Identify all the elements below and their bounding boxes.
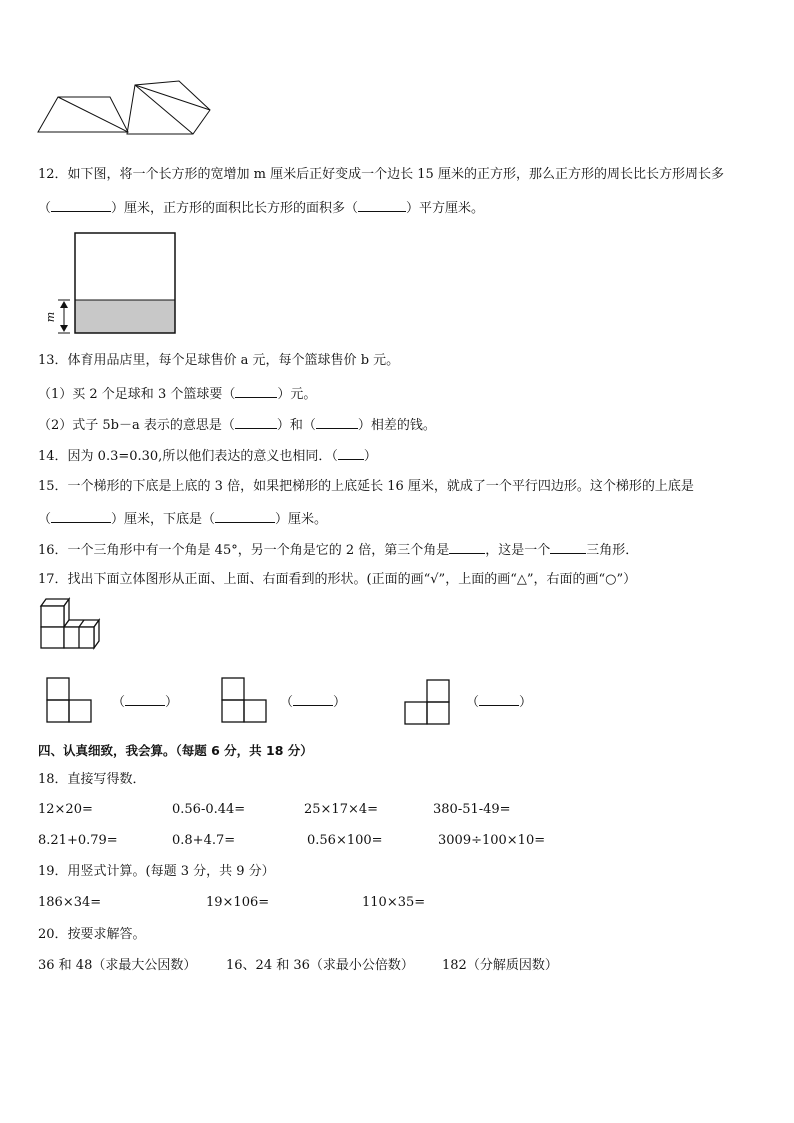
q14-text-b: ） (363, 449, 377, 464)
q13-p1-text-b: ）元。 (277, 387, 317, 402)
q14-blank[interactable] (338, 446, 364, 460)
q20-item-3: 182（分解质因数） (442, 958, 558, 973)
q12-square-figure (42, 230, 182, 340)
q13-part2 (38, 415, 436, 435)
q14-line (38, 446, 377, 466)
q12-text-b: ）厘米，正方形的面积比长方形的面积多（ (111, 201, 359, 216)
q17-view-1 (45, 676, 93, 724)
q13-p2-text-a: （2）式子 5b－a 表示的意思是（ (38, 418, 235, 433)
q18-r2-c4: 3009÷100×10= (438, 833, 546, 848)
q17-view-2 (220, 676, 268, 724)
q19-item-1: 186×34= (38, 895, 102, 910)
q17-a3-open: （ (466, 695, 480, 710)
q17-a1-open: （ (112, 695, 126, 710)
q19-item-3: 110×35= (362, 895, 426, 910)
q17-blank-1[interactable] (125, 692, 165, 706)
q13-stem: 13．体育用品店里，每个足球售价 a 元，每个篮球售价 b 元。 (38, 353, 400, 368)
q17-a2-open: （ (280, 695, 294, 710)
q13-p1-text-a: （1）买 2 个足球和 3 个篮球要（ (38, 387, 236, 402)
q19-item-2: 19×106= (206, 895, 270, 910)
q18-r2-c1: 8.21+0.79= (38, 833, 118, 848)
q15-line1: 15．一个梯形的下底是上底的 3 倍，如果把梯形的上底延长 16 厘米，就成了一个平行四边形。这个梯形的上底是 (38, 479, 694, 494)
q18-stem: 18．直接写得数． (38, 772, 146, 787)
q18-r1-c1: 12×20= (38, 802, 93, 817)
q15-text-a: （ (38, 512, 52, 527)
q12-line1: 12．如下图，将一个长方形的宽增加 m 厘米后正好变成一个边长 15 厘米的正方形，那么正方形的周长比长方形周长多 (38, 167, 724, 182)
q17-blank-3[interactable] (479, 692, 519, 706)
trapezoid-figure (36, 94, 130, 134)
q14-text-a: 14．因为 0.3=0.30,所以他们表达的意义也相同．（ (38, 449, 338, 464)
q18-r1-c2: 0.56-0.44= (172, 802, 246, 817)
q15-text-c: ）厘米。 (275, 512, 328, 527)
q18-r2-c2: 0.8+4.7= (172, 833, 236, 848)
q18-r1-c4: 380-51-49= (433, 802, 511, 817)
q12-text-a: （ (38, 201, 52, 216)
q18-r2-c3: 0.56×100= (307, 833, 383, 848)
q15-blank-1[interactable] (51, 509, 111, 523)
q17-answer-3 (466, 692, 532, 712)
q13-p2-text-c: ）相差的钱。 (357, 418, 436, 433)
q12-m-label: m (44, 311, 58, 323)
q13-blank-2[interactable] (235, 415, 277, 429)
q17-answer-1 (112, 692, 178, 712)
q15-line2 (38, 509, 327, 529)
q16-blank-2[interactable] (550, 540, 586, 554)
q16-blank-1[interactable] (449, 540, 485, 554)
q12-text-c: ）平方厘米。 (406, 201, 485, 216)
q17-answer-2 (280, 692, 346, 712)
q13-blank-3[interactable] (316, 415, 358, 429)
q17-view-3 (403, 678, 451, 726)
q20-stem: 20．按要求解答。 (38, 927, 146, 942)
q12-blank-2[interactable] (358, 198, 406, 212)
q12-blank-1[interactable] (51, 198, 111, 212)
q17-a3-close: ） (519, 695, 533, 710)
q16-text-c: 三角形． (586, 543, 639, 558)
q18-r1-c3: 25×17×4= (304, 802, 379, 817)
q16-line (38, 540, 638, 560)
q12-line2 (38, 198, 484, 218)
q17-a2-close: ） (333, 695, 347, 710)
q15-blank-2[interactable] (215, 509, 275, 523)
q16-text-a: 16．一个三角形中有一个角是 45°，另一个角是它的 2 倍，第三个角是 (38, 543, 450, 558)
q13-part1 (38, 384, 316, 404)
q13-blank-1[interactable] (235, 384, 277, 398)
q17-stem: 17．找出下面立体图形从正面、上面、右面看到的形状。(正面的画“√”，上面的画“△”，右面的画“○”） (38, 572, 637, 587)
q16-text-b: ，这是一个 (485, 543, 551, 558)
pentagon-figure (121, 78, 213, 136)
q13-p2-text-b: ）和（ (276, 418, 316, 433)
q20-item-2: 16、24 和 36（求最小公倍数） (226, 958, 414, 973)
q15-text-b: ）厘米，下底是（ (111, 512, 216, 527)
q17-blank-2[interactable] (293, 692, 333, 706)
q20-item-1: 36 和 48（求最大公因数） (38, 958, 197, 973)
q19-stem: 19．用竖式计算。(每题 3 分，共 9 分） (38, 864, 275, 879)
section-4-title: 四、认真细致，我会算。（每题 6 分，共 18 分） (38, 743, 313, 758)
q17-a1-close: ） (165, 695, 179, 710)
q17-cube-stack (38, 596, 102, 654)
